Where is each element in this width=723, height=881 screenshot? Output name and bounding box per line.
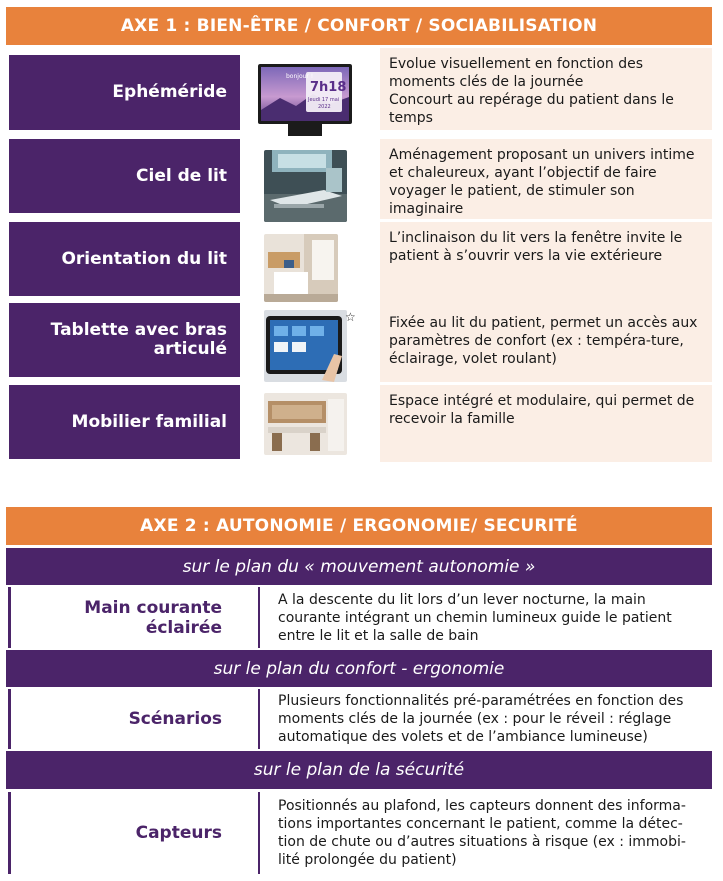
star-icon: ☆ — [345, 310, 356, 324]
axe1-label-tablette: Tablette avec bras articulé — [9, 303, 240, 377]
axe1-label-orientation-du-lit: Orientation du lit — [9, 222, 240, 296]
axe2-section-heading-mouvement: sur le plan du « mouvement autonomie » — [6, 548, 712, 585]
family-furniture-illustration — [264, 393, 347, 455]
axe2-title: AXE 2 : AUTONOMIE / ERGONOMIE/ SECURITÉ — [6, 507, 712, 545]
axe1-desc-orientation-du-lit: L’inclinaison du lit vers la fenêtre invite le patient à s’ouvrir vers la vie extérieure — [380, 222, 712, 307]
ephemeride-time: 7h18 — [310, 80, 347, 95]
axe2-label-capteurs: Capteurs — [8, 792, 260, 874]
axe1-desc-mobilier-familial: Espace intégré et modulaire, qui permet de recevoir la famille — [380, 385, 712, 462]
axe1-desc-ephemeride: Evolue visuellement en fonction des moments clés de la journée Concourt au repérage du patient dans le temps — [380, 48, 712, 130]
bed-orientation-illustration — [264, 234, 338, 302]
axe2-label-scenarios: Scénarios — [8, 689, 260, 749]
axe2-row-main-courante — [8, 587, 712, 648]
axe2-desc-capteurs: Positionnés au plafond, les capteurs donnent des informa-tions importantes concernant le patient, comme la détec-tion de chute ou d’autres situations à risque (ex : immobi-lité prolongée du patient) — [278, 798, 686, 868]
ephemeride-date-line1: Jeudi 17 mai — [308, 97, 340, 103]
bed-canopy-illustration — [264, 150, 347, 222]
ephemeride-greeting: bonjour ! — [286, 73, 314, 80]
axe1-label-ciel-de-lit: Ciel de lit — [9, 139, 240, 213]
axe1-label-ephemeride: Ephéméride — [9, 55, 240, 130]
axe1-label-mobilier-familial: Mobilier familial — [9, 385, 240, 459]
axe2-desc-scenarios: Plusieurs fonctionnalités pré-paramétrées en fonction des moments clés de la journée (ex : pour le réveil : réglage automatique des volets et de l’ambiance lumineuse) — [278, 693, 684, 745]
axe2-section-heading-confort: sur le plan du confort - ergonomie — [6, 650, 712, 687]
axe2-row-scenarios — [8, 689, 712, 749]
axe1-desc-tablette: Fixée au lit du patient, permet un accès aux paramètres de confort (ex : tempéra-ture, éclairage, volet roulant) — [380, 307, 712, 382]
ephemeride-date-line2: 2022 — [318, 104, 331, 110]
family-furniture-image — [264, 393, 347, 455]
axe2-label-main-courante: Main courante éclairée — [8, 587, 260, 648]
axe1-title: AXE 1 : BIEN-ÊTRE / CONFORT / SOCIABILISATION — [6, 7, 712, 45]
tablet-arm-illustration — [264, 310, 347, 382]
bed-orientation-image — [264, 234, 338, 302]
bed-canopy-image — [264, 150, 347, 222]
axe1-desc-ciel-de-lit: Aménagement proposant un univers intime et chaleureux, ayant l’objectif de faire voyager le patient, de stimuler son imaginaire — [380, 139, 712, 219]
axe2-section-heading-securite: sur le plan de la sécurité — [6, 751, 712, 789]
axe2-row-capteurs — [8, 792, 712, 874]
ephemeride-screen-image — [258, 64, 352, 136]
tablet-arm-image — [264, 310, 347, 382]
axe2-desc-main-courante: A la descente du lit lors d’un lever nocturne, la main courante intégrant un chemin lumineux guide le patient entre le lit et la salle de bain — [278, 591, 672, 644]
